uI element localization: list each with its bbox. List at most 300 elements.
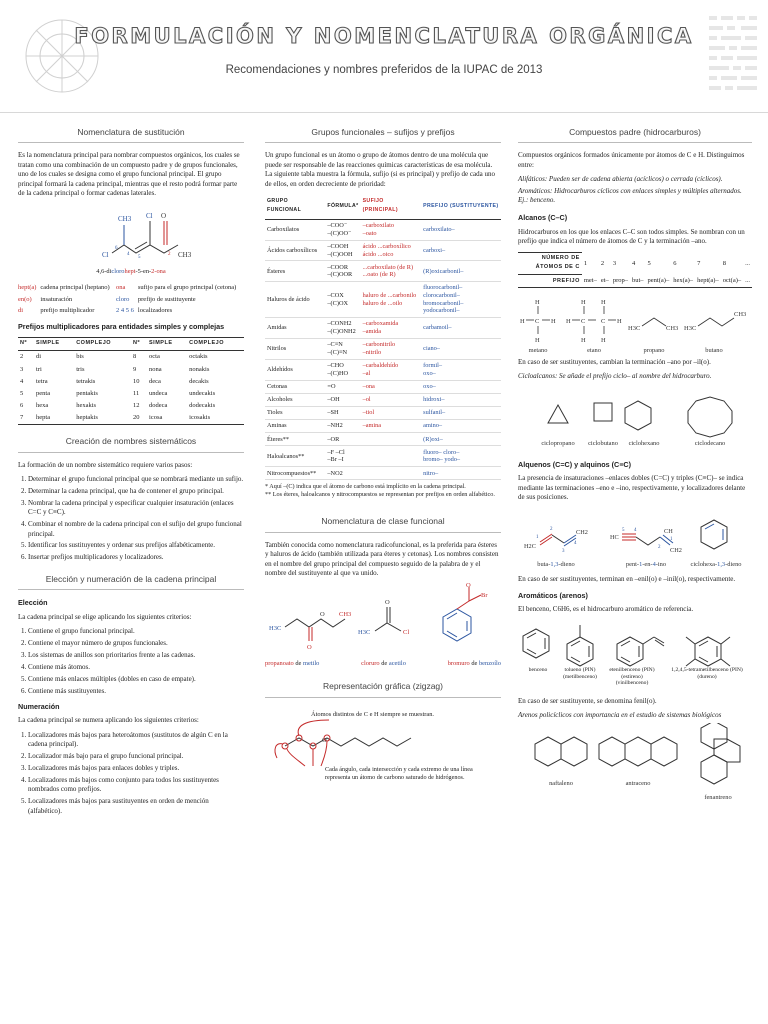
molecule-name: ciclobutano — [588, 439, 618, 447]
table-header: COMPLEJO — [74, 337, 131, 350]
atom-label: H3C — [684, 325, 697, 333]
name-part: -5-en- — [135, 267, 152, 275]
table-cell: –carbaldehído –al — [361, 359, 422, 380]
molecule-name: naftaleno — [549, 779, 573, 787]
atom-label: H — [551, 318, 556, 326]
table-cell: hepta — [34, 412, 74, 425]
example-molecule — [18, 203, 244, 263]
eleccion-list — [18, 627, 244, 696]
table-header: SIMPLE — [147, 337, 187, 350]
table-cell: prop– — [611, 275, 630, 288]
chlorine-label: Cl — [146, 212, 153, 221]
table-cell: pentakis — [76, 390, 98, 398]
table-cell: Tioles — [265, 406, 325, 419]
table-row — [265, 393, 501, 406]
numeracion-intro: La cadena principal se numera aplicando los siguientes criterios: — [18, 716, 199, 725]
table-cell: 2 — [20, 353, 24, 361]
list-item: 5. Identificar los sustituyentes y ordenar sus prefijos alfabéticamente. — [28, 541, 244, 550]
alcanos-text: Hidrocarburos en los que los enlaces C–C son todos simples. Se nombran con un prefijo que indica el número de átomos de C y la terminación –ano. — [518, 227, 745, 246]
locant-label: 2 — [168, 252, 171, 258]
table-cell: dodecakis — [189, 402, 216, 410]
table-cell: octa — [149, 353, 160, 361]
locant-label: 5 — [622, 527, 625, 533]
name-part: 1 — [639, 560, 643, 568]
name-part: pent- — [625, 560, 640, 568]
alkene-structures — [518, 508, 752, 572]
table-cell: tetra — [36, 377, 48, 385]
table-cell: hex(a)– — [671, 275, 695, 288]
atom-label: O — [466, 583, 471, 590]
table-cell — [361, 433, 422, 446]
table-row — [265, 446, 501, 467]
locant-label: 2 — [550, 526, 553, 532]
molecule-name: butano — [705, 347, 723, 355]
ch3-label: CH3 — [178, 251, 192, 260]
locant-label: 1 — [536, 534, 539, 540]
atom-label: H3C — [269, 625, 282, 633]
intro-text: Un grupo funcional es un átomo o grupo de átomos dentro de una molécula que puede ser responsable de las reacciones químicas características de esa molécula. La siguiente tabla muestra la fórmula, sufijo (si es principal) y prefijo de cada uno de ellos, en orden decreciente de prioridad: — [265, 151, 495, 188]
atom-label: H — [566, 318, 571, 326]
table-cell: –COO⁻ –(C)OO⁻ — [325, 219, 360, 240]
table-row — [265, 219, 501, 240]
table-cell: 1 — [583, 259, 588, 267]
name-part: de — [379, 659, 389, 667]
molecule-name — [537, 561, 574, 568]
table-row — [265, 282, 501, 318]
atom-label: H2C — [524, 542, 536, 550]
table-cell: Amidas — [265, 318, 325, 339]
name-part: de — [293, 659, 303, 667]
atom-label: H — [581, 337, 586, 345]
table-cell: –CHO –(C)HO — [325, 359, 360, 380]
locant-label: 2 — [658, 544, 661, 550]
table-cell: di — [36, 353, 42, 361]
legend-cell: ona — [116, 284, 126, 292]
table-cell: sulfanil– — [421, 406, 501, 419]
table-cell: hexakis — [76, 402, 97, 410]
molecule-name: metano — [528, 347, 548, 355]
atom-label: H3C — [628, 325, 641, 333]
table-row — [265, 318, 501, 339]
table-cell: Haloalcanos** — [265, 446, 325, 467]
table-row — [265, 380, 501, 393]
list-item: 2. Contiene el mayor número de grupos funcionales. — [28, 639, 244, 648]
zigzag-caption-bottom-wrap — [325, 766, 495, 796]
aromatic-names-wrap — [518, 667, 752, 693]
table-cell: ... — [745, 259, 750, 267]
name-part: ciclohexa- — [690, 560, 718, 568]
table-header: SUFIJO (PRINCIPAL) — [361, 194, 422, 219]
list-item: 4. Localizadores más bajos como conjunto para todos los sustituyentes nombrados como prefijos. — [28, 776, 244, 795]
atom-label: HC — [610, 533, 619, 541]
list-item: 6. Contiene más sustituyentes. — [28, 687, 244, 696]
alkane-structures — [518, 292, 752, 354]
name-part: de — [469, 659, 479, 667]
table-cell: nona — [149, 365, 162, 373]
atom-label: C — [581, 318, 586, 326]
page-header — [0, 0, 768, 113]
table-cell: bis — [76, 353, 84, 361]
example-name — [18, 267, 244, 276]
name-part: metilo — [302, 659, 320, 667]
table-notes — [265, 483, 501, 499]
table-cell: 5 — [647, 259, 651, 267]
locant-label: 1 — [670, 536, 673, 542]
table-row — [18, 375, 244, 387]
molecule-name: 1,2,4,5-tetrametilbenceno (PIN) (dureno) — [671, 667, 743, 680]
table-cell: amino– — [421, 420, 501, 433]
table-cell: icosakis — [187, 412, 244, 425]
table-cell: 3 — [20, 365, 24, 373]
molecule-name: propano — [643, 347, 665, 355]
table-cell: formil– oxo– — [421, 359, 501, 380]
polycyclic-arenes — [518, 723, 752, 809]
intro-text: Es la nomenclatura principal para nombrar compuestos orgánicos, los cuales se tratan como una combinación de un compuesto padre y de grupos funcionales, uno de los cuales se designa como el grupo funcional principal. El grupo principal formará la cadena principal, mientras que el resto podrá formar parte de la cadena principal o formar cadenas laterales. — [18, 151, 240, 198]
atom-label: CH — [664, 527, 673, 535]
alquenos-text: La presencia de insaturaciones –enlaces dobles (C=C) y triples (C≡C)– se indica mediante las terminaciones –eno e –ino, respectivamente, y localizadores delante de sus posiciones. — [518, 474, 746, 502]
aromatic-names — [518, 667, 752, 687]
table-cell: 7 — [18, 412, 34, 425]
table-cell: oxo– — [421, 380, 501, 393]
table-cell: ...carboxilato (de R) ...oato (de R) — [361, 261, 422, 282]
legend-cell: insaturación — [40, 295, 73, 303]
table-cell: –ona — [361, 380, 422, 393]
table-cell: tri — [36, 365, 42, 373]
molecule-name: benceno — [528, 667, 548, 674]
list-item: 4. Contiene más átomos. — [28, 663, 244, 672]
list-item: 3. Localizadores más bajos para enlaces dobles y triples. — [28, 764, 244, 773]
table-cell: ácido ...carboxílico ácido ...oico — [361, 240, 422, 261]
name-part: 1,3 — [717, 560, 726, 568]
table-cell: Nitrilos — [265, 338, 325, 359]
table-cell: –tiol — [361, 406, 422, 419]
table-row — [18, 363, 244, 375]
section-title: Grupos funcionales – sufijos y prefijos — [265, 120, 501, 143]
atom-label: H — [601, 337, 606, 345]
table-cell: –carboxilato –oato — [361, 219, 422, 240]
table-row — [265, 261, 501, 282]
steps-list — [18, 475, 244, 563]
table-cell: –C≡N –(C)≡N — [325, 338, 360, 359]
table-cell: tetrakis — [76, 377, 96, 385]
molecule-name: tolueno (PIN) (metilbenceno) — [563, 667, 597, 680]
table-cell: oct(a)– — [721, 275, 743, 288]
atom-label: Cl — [403, 629, 410, 637]
table-row — [265, 406, 501, 419]
table-cell: Éteres** — [265, 433, 325, 446]
table-row — [18, 351, 244, 364]
table-header: Nº — [18, 337, 34, 350]
legend-cell: 2 4 5 6 — [116, 307, 134, 315]
table-cell: Aldehídos — [265, 359, 325, 380]
atom-label: CH2 — [576, 528, 588, 536]
atom-label: CH3 — [339, 611, 352, 619]
section-title: Compuestos padre (hidrocarburos) — [518, 120, 752, 143]
atom-label: H — [617, 318, 622, 326]
logo-right-icon — [705, 10, 761, 102]
locant-label: 4 — [574, 540, 577, 546]
table-cell: heptakis — [74, 412, 131, 425]
atom-label: CH2 — [670, 546, 682, 554]
table-cell: 12 — [132, 402, 140, 410]
table-cell: Aminas — [265, 420, 325, 433]
table-cell: –NO2 — [325, 467, 360, 480]
intro-text: Compuestos orgánicos formados únicamente por átomos de C e H. Distinguimos entre: — [518, 151, 745, 169]
table-row — [265, 338, 501, 359]
table-row — [265, 240, 501, 261]
chlorine-label: Cl — [102, 251, 109, 260]
locant-label: 4 — [127, 252, 130, 258]
table-cell: undeca — [149, 390, 168, 398]
table-cell: 11 — [132, 390, 140, 398]
atom-label: H — [535, 299, 540, 307]
table-cell: 4 — [20, 377, 24, 385]
mult-title: Prefijos multiplicadores para entidades simples y complejas — [18, 322, 225, 332]
sustituyentes-text: En caso de ser sustituyentes, cambian la terminación –ano por –il(o). — [518, 357, 711, 366]
column-grupos — [265, 120, 501, 801]
table-cell: undecakis — [189, 390, 216, 398]
table-cell: fluorocarbonil– clorocarbonil– bromocarbonil– yodocarbonil– — [421, 282, 501, 318]
section-title: Representación gráfica (zigzag) — [265, 674, 501, 697]
alifaticos-text: Alifáticos: Pueden ser de cadena abierta (acíclicos) o cerrada (cíclicos). — [518, 175, 723, 184]
clase-funcional-examples — [265, 583, 501, 655]
legend-row — [18, 294, 244, 305]
table-cell: deca — [149, 377, 161, 385]
table-cell: 8 — [132, 353, 137, 361]
fenilo-text: En caso de ser sustituyente, se denomina fenil(o). — [518, 696, 657, 705]
atom-label: CH3 — [734, 311, 747, 319]
numeracion-list — [18, 731, 244, 816]
atom-label: O — [385, 599, 390, 607]
legend-row — [18, 282, 244, 293]
legend-cell: di — [18, 307, 24, 315]
table-cell: 8 — [722, 259, 726, 267]
alquenos-sustituyentes-text: En caso de ser sustituyentes, terminan en –enil(o) e –inil(o), respectivamente. — [518, 575, 736, 584]
table-cell: carboxilato– — [421, 219, 501, 240]
name-part: -ona — [154, 267, 166, 275]
table-cell: penta — [36, 390, 51, 398]
table-cell: –SH — [325, 406, 360, 419]
table-cell: 4 — [631, 259, 636, 267]
table-cell: hexa — [36, 402, 49, 410]
table-cell: (R)oxicarbonil– — [421, 261, 501, 282]
name-part: -ino — [655, 560, 667, 568]
oxygen-label: O — [322, 736, 327, 744]
aromaticos-intro: El benceno, C6H6, es el hidrocarburo aromático de referencia. — [518, 604, 694, 613]
molecule-name: ciclodecano — [694, 439, 726, 447]
table-cell: but– — [630, 275, 646, 288]
atom-label: H — [535, 337, 540, 345]
zigzag-caption-bottom: Cada ángulo, cada intersección y cada extremo de una línea representa un átomo de carbono saturado de hidrógenos. — [325, 765, 473, 781]
table-cell: icosa — [147, 412, 187, 425]
atom-label: H — [581, 299, 586, 307]
table-cell: hidroxi– — [421, 393, 501, 406]
table-note: * Aquí –(C) indica que el átomo de carbono está implícito en la cadena principal. — [265, 483, 466, 491]
molecule-name: etenilbenceno (PIN) (estireno) (vinilbenceno) — [609, 667, 655, 687]
zigzag-caption-top: Átomos distintos de C e H siempre se muestran. — [311, 710, 435, 718]
page-subtitle: Recomendaciones y nombres preferidos de la IUPAC de 2013 — [225, 64, 543, 76]
table-row — [18, 388, 244, 400]
table-cell: 9 — [132, 365, 137, 373]
name-part: -dieno — [725, 560, 742, 568]
atom-label: O — [320, 611, 325, 619]
list-item: 5. Localizadores más bajos para sustituyentes en orden de mención (alfabético). — [28, 797, 244, 816]
cicloalcanos-text: Cicloalcanos: Se añade el prefijo ciclo– al nombre del hidrocarburo. — [518, 372, 712, 381]
table-cell: 3 — [612, 259, 617, 267]
table-cell: octakis — [189, 353, 208, 361]
table-cell: Haluros de ácido — [265, 282, 325, 318]
clase-funcional-text: También conocida como nomenclatura radicofuncional, es la preferida para ésteres y haluros de ácido (también utilizada para éteres y cetonas). Los nombres consisten en el nombre del grupo principal del compuesto seguido de la palabra de y el nombre del sustituyente al que va unido. — [265, 540, 499, 578]
locant-label: 3 — [562, 548, 565, 554]
arenos-title: Arenos policíclicos con importancia en el estudio de sistemas biológicos — [518, 711, 722, 720]
name-part: -en- — [642, 560, 653, 568]
table-cell: –OH — [325, 393, 360, 406]
legend-cell: sufijo para el grupo principal (cetona) — [137, 284, 237, 292]
locant-label: 5 — [138, 255, 141, 261]
name-part: 2 — [151, 267, 155, 275]
example-name — [265, 659, 319, 668]
table-row — [265, 359, 501, 380]
section-title: Nomenclatura de sustitución — [18, 120, 244, 143]
aromaticos-title: Aromáticos (arenos) — [518, 590, 588, 600]
legend-row — [18, 305, 244, 316]
table-cell: –ol — [361, 393, 422, 406]
atom-label: C — [535, 318, 540, 326]
table-header: NÚMERO DE ÁTOMOS DE C — [518, 252, 582, 275]
table-row — [18, 400, 244, 412]
table-cell: fluoro– cloro– bromo– yodo– — [421, 446, 501, 467]
table-cell: nonakis — [189, 365, 210, 373]
eleccion-title: Elección — [18, 598, 48, 608]
legend-cell: localizadores — [137, 307, 173, 315]
alcanos-table — [518, 252, 752, 289]
table-cell: 2 — [600, 259, 605, 267]
table-row — [265, 433, 501, 446]
cycloalkane-structures — [518, 387, 752, 451]
table-cell: ... — [743, 275, 752, 288]
table-cell: –F –Cl –Br –I — [325, 446, 360, 467]
list-item: 5. Contiene más enlaces múltiples (dobles en caso de empate). — [28, 675, 244, 684]
table-cell: –COX –(C)OX — [325, 282, 360, 318]
table-cell: tris — [76, 365, 85, 373]
name-part: propanoato — [265, 659, 294, 667]
list-item: 1. Determinar el grupo funcional principal que se nombrará mediante un sufijo. — [28, 475, 244, 484]
list-item: 4. Combinar el nombre de la cadena principal con el sufijo del grupo funcional principal. — [28, 520, 244, 539]
legend-cell: prefijo de sustituyente — [137, 295, 196, 303]
column-hidrocarburos — [518, 120, 752, 812]
oxygen-label: O — [161, 212, 167, 221]
list-item: 2. Determinar la cadena principal, que ha de contener el grupo principal. — [28, 487, 244, 496]
table-note: ** Los éteres, haloalcanos y nitrocompuestos se representan por prefijos en orden alfabético. — [265, 491, 495, 499]
mult-table — [18, 337, 244, 425]
molecule-name — [691, 561, 742, 568]
name-part: 4,6-di — [96, 267, 112, 275]
molecule-name: antraceno — [625, 779, 651, 787]
table-cell: Carboxilatos — [265, 219, 325, 240]
aromaticos-text: Aromáticos: Hidrocarburos cíclicos con enlaces simples y múltiples alternados. Ej.: benceno. — [518, 186, 742, 205]
list-item: 3. Los sistemas de anillos son prioritarios frente a las cadenas. — [28, 651, 244, 660]
list-item: 3. Nombrar la cadena principal y especificar cualquier insaturación (enlaces C=C y C≡C). — [28, 499, 244, 518]
list-item: 1. Localizadores más bajos para heteroátomos (sustitutos de algún C en la cadena principal). — [28, 731, 244, 750]
table-cell: =O — [325, 380, 360, 393]
table-cell: 5 — [20, 390, 24, 398]
table-cell: –OR — [325, 433, 360, 446]
name-part: benzoílo — [478, 659, 501, 667]
table-cell: ciano– — [421, 338, 501, 359]
table-cell — [361, 446, 422, 467]
functional-groups-table — [265, 194, 501, 480]
legend-cell: en(o) — [18, 295, 32, 303]
atom-label: C — [601, 318, 606, 326]
table-cell: decakis — [189, 377, 209, 385]
list-item: 2. Localizador más bajo para el grupo funcional principal. — [28, 752, 244, 761]
table-cell: haluro de ...carbonilo haluro de ...oilo — [361, 282, 422, 318]
section-title: Creación de nombres sistemáticos — [18, 429, 244, 452]
numeracion-title: Numeración — [18, 701, 60, 711]
table-cell: –NH2 — [325, 420, 360, 433]
table-cell — [361, 467, 422, 480]
section-title: Nomenclatura de clase funcional — [265, 509, 501, 532]
steps-intro: La formación de un nombre sistemático requiere varios pasos: — [18, 460, 193, 469]
table-cell: Cetonas — [265, 380, 325, 393]
name-part: -dieno — [558, 560, 575, 568]
atom-label: H3C — [358, 629, 371, 637]
legend-table — [18, 282, 244, 316]
molecule-name: ciclohexano — [628, 439, 660, 447]
table-header: PREFIJO — [518, 275, 582, 288]
clase-funcional-names — [265, 659, 501, 668]
atom-label: O — [307, 644, 312, 652]
column-sustitucion — [18, 120, 244, 820]
example-name — [361, 659, 406, 668]
table-row — [265, 420, 501, 433]
table-cell: met– — [582, 275, 599, 288]
name-part: bromuro — [447, 659, 470, 667]
name-part: cloro — [111, 267, 125, 275]
table-cell: (R)oxi– — [421, 433, 501, 446]
atom-label: Br — [481, 592, 488, 600]
atom-label: CH3 — [666, 325, 679, 333]
name-part: 1,3 — [550, 560, 559, 568]
locant-label: 4 — [634, 527, 637, 533]
list-item: 6. Insertar prefijos multiplicadores y localizadores. — [28, 553, 244, 562]
table-cell: 6 — [20, 402, 24, 410]
alcanos-title: Alcanos (C–C) — [518, 213, 568, 223]
table-header: GRUPO FUNCIONAL — [265, 194, 325, 219]
table-cell: 10 — [132, 377, 140, 385]
ch3-label: CH3 — [118, 215, 132, 224]
molecule-name — [626, 561, 666, 568]
table-cell: –carbonitrilo –nitrilo — [361, 338, 422, 359]
table-cell: dodeca — [149, 402, 168, 410]
table-header: PREFIJO (SUSTITUYENTE) — [421, 194, 501, 219]
table-header: FÓRMULA* — [325, 194, 360, 219]
table-cell: –COOH –(C)OOH — [325, 240, 360, 261]
table-header: Nº — [131, 337, 147, 350]
section-title: Elección y numeración de la cadena principal — [18, 567, 244, 590]
eleccion-intro: La cadena principal se elige aplicando los siguientes criterios: — [18, 612, 192, 621]
table-cell: Ésteres — [265, 261, 325, 282]
table-cell: nitro– — [421, 467, 501, 480]
name-part: hept — [124, 267, 136, 275]
table-header: SIMPLE — [34, 337, 74, 350]
molecule-name: etano — [587, 347, 601, 355]
page-title: FORMULACIÓN Y NOMENCLATURA ORGÁNICA — [74, 24, 694, 48]
molecule-name: fenantreno — [704, 793, 732, 801]
example-name — [448, 659, 501, 668]
table-row — [265, 467, 501, 480]
table-cell: –carboxamida –amida — [361, 318, 422, 339]
